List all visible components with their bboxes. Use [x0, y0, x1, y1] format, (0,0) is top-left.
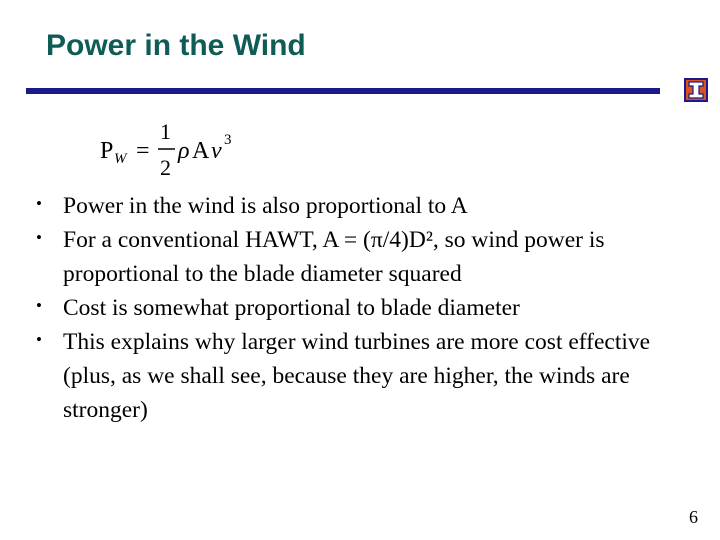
page-number: 6: [689, 507, 698, 527]
bullet-item: [34, 189, 674, 223]
formula-numerator: 1: [160, 119, 171, 144]
bullet-text: Power in the wind is also proportional to A: [63, 193, 468, 219]
formula-v: v: [211, 138, 222, 164]
slide-title: Power in the Wind: [46, 29, 306, 62]
formula-p: P: [100, 138, 114, 164]
formula-a: A: [192, 138, 210, 164]
bullet-item: [34, 325, 674, 427]
bullet-text: For a conventional HAWT, A = (π/4)D², so wind power is proportional to the blade diameter squared: [63, 227, 605, 287]
bullet-item: [34, 291, 674, 325]
bullet-dot-icon: •: [36, 228, 42, 247]
bullet-item: [34, 223, 674, 291]
bullet-dot-icon: •: [36, 296, 42, 315]
bullet-dot-icon: •: [36, 194, 42, 213]
formula-subscript-w: W: [114, 151, 127, 167]
formula-rho: ρ: [178, 138, 190, 164]
bullet-list: [34, 189, 674, 427]
formula-equals: =: [136, 138, 150, 164]
title-underline-bar: [26, 88, 660, 94]
bullet-text: This explains why larger wind turbines are more cost effective (plus, as we shall see, because they are higher, the winds are stronger): [63, 329, 651, 423]
formula-exponent: 3: [224, 132, 232, 148]
bullet-dot-icon: •: [36, 330, 42, 349]
bullet-text: Cost is somewhat proportional to blade diameter: [63, 295, 520, 321]
formula-denominator: 2: [160, 155, 171, 180]
university-block-i-logo: [684, 78, 708, 102]
wind-power-formula: [100, 118, 270, 180]
